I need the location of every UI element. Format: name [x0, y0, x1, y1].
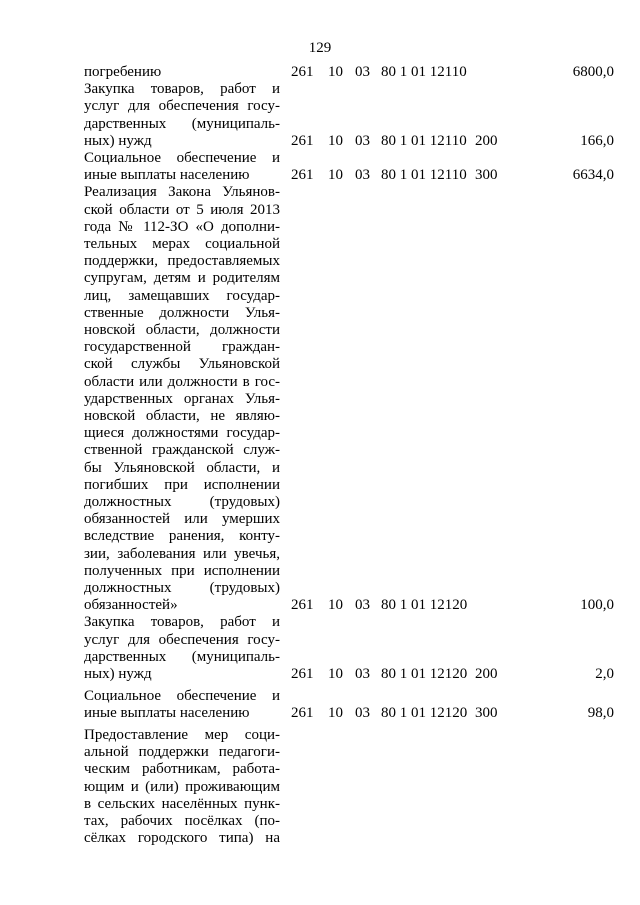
section-code: 10: [328, 665, 343, 682]
row-description-line: сёлках городского типа) на: [84, 830, 280, 847]
subsection-code: 03: [355, 64, 370, 80]
target-article-code: 80 1 01 12110: [381, 64, 467, 80]
row-description-line: дарственных (муниципаль-: [84, 648, 280, 665]
section-code: 10: [328, 132, 343, 149]
amount-value: 166,0: [580, 132, 614, 149]
amount-value: 100,0: [580, 597, 614, 614]
row-description-line: Социальное обеспечение и: [84, 150, 280, 166]
row-description-line: Реализация Закона Ульянов-: [84, 184, 280, 201]
row-description-line: Социальное обеспечение и: [84, 688, 280, 704]
ministry-code: 261: [291, 64, 314, 80]
expense-type-code: 300: [475, 167, 498, 184]
row-description-line: ственной гражданской служ-: [84, 442, 280, 459]
row-description-line: ческим работникам, работа-: [84, 761, 280, 778]
row-description-line: полученных при исполнении: [84, 562, 280, 579]
target-article-code: 80 1 01 12110: [381, 167, 467, 184]
row-description-line: новской области, не являю-: [84, 407, 280, 424]
row-description-line: лиц, замещавших государ-: [84, 287, 280, 304]
ministry-code: 261: [291, 665, 314, 682]
row-description-line: дарственных (муниципаль-: [84, 115, 280, 132]
row-description-line: новской области, должности: [84, 321, 280, 338]
row-description-line: ных) нужд: [84, 132, 152, 149]
row-description-line: должностных (трудовых): [84, 493, 280, 510]
row-description-line: погребению: [84, 64, 162, 80]
row-description-line: супругам, детям и родителям: [84, 270, 280, 287]
row-description-line: бы Ульяновской области, и: [84, 459, 280, 476]
row-description-line: должностных (трудовых): [84, 579, 280, 596]
row-description-line: ской области от 5 июля 2013: [84, 201, 280, 218]
row-description-line: зии, заболевания или увечья,: [84, 545, 280, 562]
row-description-line: ющим и (или) проживающим: [84, 778, 280, 795]
budget-table: [0, 64, 640, 864]
amount-value: 98,0: [587, 705, 614, 722]
row-description-line: ской службы Ульяновской: [84, 356, 280, 373]
row-description-line: ных) нужд: [84, 665, 152, 682]
row-description-line: Закупка товаров, работ и: [84, 614, 280, 631]
subsection-code: 03: [355, 705, 370, 722]
row-description-line: обязанностей»: [84, 597, 178, 614]
section-code: 10: [328, 167, 343, 184]
row-description-line: ственные должности Улья-: [84, 304, 280, 321]
row-description-line: ударственных органах Улья-: [84, 390, 280, 407]
row-description-line: области или должности в гос-: [84, 373, 280, 390]
row-description-line: услуг для обеспечения госу-: [84, 631, 280, 648]
row-description-line: тельных мерах социальной: [84, 235, 280, 252]
row-description-line: услуг для обеспечения госу-: [84, 98, 280, 115]
ministry-code: 261: [291, 597, 314, 614]
row-description-line: обязанностей или умерших: [84, 511, 280, 528]
ministry-code: 261: [291, 167, 314, 184]
expense-type-code: 200: [475, 132, 498, 149]
row-description-line: года № 112-ЗО «О дополни-: [84, 218, 280, 235]
subsection-code: 03: [355, 132, 370, 149]
row-description-line: иные выплаты населению: [84, 167, 250, 184]
row-description-line: альной поддержки педагоги-: [84, 744, 280, 761]
section-code: 10: [328, 597, 343, 614]
row-description-line: щиеся должностями государ-: [84, 425, 280, 442]
row-description-line: Предоставление мер соци-: [84, 727, 280, 743]
row-description-line: погибших при исполнении: [84, 476, 280, 493]
target-article-code: 80 1 01 12110: [381, 132, 467, 149]
row-description-line: в сельских населённых пунк-: [84, 795, 280, 812]
row-description-line: Закупка товаров, работ и: [84, 81, 280, 98]
row-description-line: вследствие ранения, конту-: [84, 528, 280, 545]
target-article-code: 80 1 01 12120: [381, 665, 468, 682]
amount-value: 6634,0: [572, 167, 614, 184]
amount-value: 6800,0: [572, 64, 614, 80]
ministry-code: 261: [291, 705, 314, 722]
row-description-line: государственной граждан-: [84, 339, 280, 356]
section-code: 10: [328, 705, 343, 722]
page-number: 129: [308, 40, 332, 56]
row-description-line: тах, рабочих посёлках (по-: [84, 813, 280, 829]
expense-type-code: 300: [475, 705, 498, 722]
target-article-code: 80 1 01 12120: [381, 597, 468, 614]
row-description-line: поддержки, предоставляемых: [84, 253, 280, 270]
row-description-line: иные выплаты населению: [84, 705, 250, 722]
ministry-code: 261: [291, 132, 314, 149]
section-code: 10: [328, 64, 343, 80]
amount-value: 2,0: [595, 665, 614, 682]
subsection-code: 03: [355, 665, 370, 682]
subsection-code: 03: [355, 167, 370, 184]
subsection-code: 03: [355, 597, 370, 614]
expense-type-code: 200: [475, 665, 498, 682]
target-article-code: 80 1 01 12120: [381, 705, 468, 722]
